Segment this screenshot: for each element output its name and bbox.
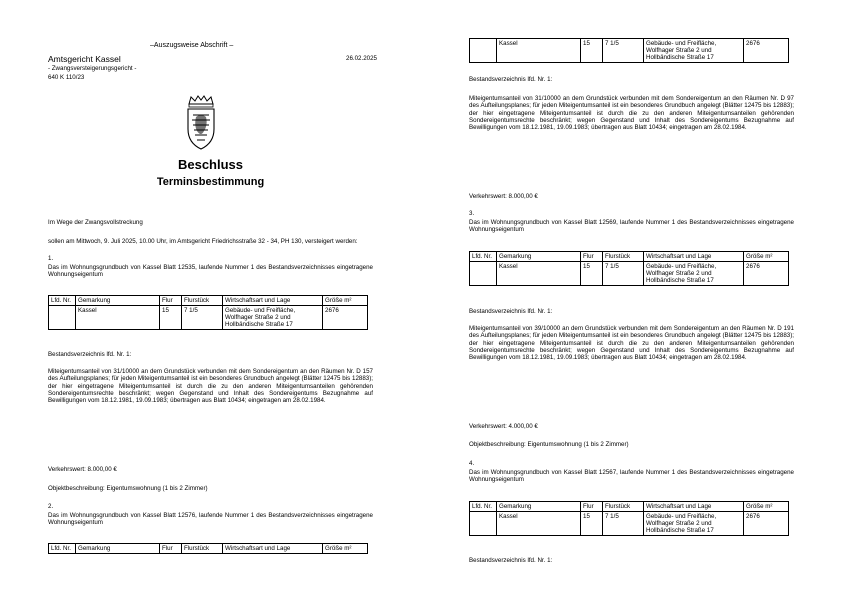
col-flurstueck: Flurstück: [182, 544, 223, 554]
cell-lfd-nr: [49, 306, 76, 330]
item-1-value: Verkehrswert: 8.000,00 €: [48, 466, 117, 473]
continued-bv-label: Bestandsverzeichnis lfd. Nr. 1:: [469, 76, 553, 83]
cell-flur: 15: [581, 262, 603, 286]
col-flur: Flur: [581, 252, 603, 262]
cell-flurstueck: 7 1/5: [603, 262, 644, 286]
col-flurstueck: Flurstück: [603, 252, 644, 262]
table-row: [49, 306, 368, 330]
item-3-number: 3.: [469, 210, 475, 217]
col-lfd-nr: Lfd. Nr.: [49, 296, 76, 306]
court-department: - Zwangsversteigerungsgericht -: [48, 65, 137, 72]
cell-wirtschaftsart: Gebäude- und Freifläche, Wolfhager Straße 2 und Hollbändische Straße 17: [644, 512, 744, 536]
col-gemarkung: Gemarkung: [497, 252, 581, 262]
intro-text: Im Wege der Zwangsvollstreckung: [48, 219, 143, 226]
col-groesse: Größe m²: [323, 296, 368, 306]
item-2-text: Das im Wohnungsgrundbuch von Kassel Blatt 12576, laufende Nummer 1 des Bestandsverzeichnisses eingetragene Wohnungseigentum: [48, 512, 373, 527]
item-1-bv-label: Bestandsverzeichnis lfd. Nr. 1:: [48, 351, 132, 358]
item-4-land-table: [469, 501, 789, 536]
continued-value: Verkehrswert: 8.000,00 €: [469, 193, 538, 200]
cell-gemarkung: Kassel: [497, 512, 581, 536]
cell-lfd-nr: [470, 512, 497, 536]
document-date: 26.02.2025: [346, 55, 377, 62]
cell-wirtschaftsart: Gebäude- und Freifläche, Wolfhager Straße 2 und Hollbändische Straße 17: [223, 306, 323, 330]
case-number: 640 K 110/23: [48, 74, 85, 81]
cell-gemarkung: Kassel: [76, 306, 160, 330]
cell-gemarkung: Kassel: [497, 39, 581, 63]
right-page: [421, 0, 842, 595]
hessen-coat-of-arms-icon: [185, 95, 217, 151]
item-3-bv-label: Bestandsverzeichnis lfd. Nr. 1:: [469, 308, 553, 315]
col-gemarkung: Gemarkung: [76, 296, 160, 306]
cell-flurstueck: 7 1/5: [603, 39, 644, 63]
cell-groesse: 2676: [744, 39, 789, 63]
cell-wirtschaftsart: Gebäude- und Freifläche, Wolfhager Straße 2 und Hollbändische Straße 17: [644, 39, 744, 63]
copy-mark: –Auszugsweise Abschrift –: [150, 42, 234, 49]
cell-groesse: 2676: [744, 262, 789, 286]
cell-flur: 15: [581, 512, 603, 536]
item-2-number: 2.: [48, 503, 54, 510]
col-flur: Flur: [160, 296, 182, 306]
table-row: [470, 512, 789, 536]
table-header-row: [49, 296, 368, 306]
item-1-text: Das im Wohnungsgrundbuch von Kassel Blatt 12535, laufende Nummer 1 des Bestandsverzeichnisses eingetragene Wohnungseigentum: [48, 264, 373, 279]
cell-gemarkung: Kassel: [497, 262, 581, 286]
cell-groesse: 2676: [744, 512, 789, 536]
table-header-row: [470, 502, 789, 512]
court-name: Amtsgericht Kassel: [48, 54, 121, 64]
item-2-land-table: [48, 543, 368, 554]
item-3-value: Verkehrswert: 4.000,00 €: [469, 423, 538, 430]
col-lfd-nr: Lfd. Nr.: [470, 502, 497, 512]
col-lfd-nr: Lfd. Nr.: [470, 252, 497, 262]
schedule-text: sollen am Mittwoch, 9. Juli 2025, 10.00 Uhr, im Amtsgericht Friedrichsstraße 32 - 34, PH 130, versteigert werden:: [48, 238, 358, 245]
col-lfd-nr: Lfd. Nr.: [49, 544, 76, 554]
col-flurstueck: Flurstück: [603, 502, 644, 512]
cell-wirtschaftsart: Gebäude- und Freifläche, Wolfhager Straße 2 und Hollbändische Straße 17: [644, 262, 744, 286]
cell-flurstueck: 7 1/5: [603, 512, 644, 536]
table-header-row: [470, 252, 789, 262]
cell-flurstueck: 7 1/5: [182, 306, 223, 330]
col-flur: Flur: [581, 502, 603, 512]
cell-lfd-nr: [470, 39, 497, 63]
col-wirtschaftsart: Wirtschaftsart und Lage: [644, 502, 744, 512]
col-groesse: Größe m²: [744, 502, 789, 512]
item-3-object: Objektbeschreibung: Eigentumswohnung (1 bis 2 Zimmer): [469, 441, 629, 448]
col-groesse: Größe m²: [744, 252, 789, 262]
col-gemarkung: Gemarkung: [76, 544, 160, 554]
document-title: Beschluss: [177, 157, 244, 172]
col-wirtschaftsart: Wirtschaftsart und Lage: [223, 296, 323, 306]
item-1-object: Objektbeschreibung: Eigentumswohnung (1 bis 2 Zimmer): [48, 485, 208, 492]
item-1-description: Miteigentumsanteil von 31/10000 an dem Grundstück verbunden mit dem Sondereigentum an den Räumen Nr. D 157 des Aufteilungsplanes; für jeden Miteigentumsanteil ist ein besonderes Grundbuch angelegt (Blätter 12475 bis 12883); der hier eingetragene Miteigentumsanteil ist durch die zu den anderen Miteigentumsanteilen gehörenden Sondereigentumsrechte beschränkt; wegen Gegenstand und Inhalt des Sondereigentums Bezugnahme auf Bewilligungen vom 18.12.1981, 19.09.1983; übertragen aus Blatt 10434; eingetragen am 28.02.1984.: [48, 368, 373, 405]
item-4-bv-label: Bestandsverzeichnis lfd. Nr. 1:: [469, 557, 553, 564]
item-3-text: Das im Wohnungsgrundbuch von Kassel Blatt 12569, laufende Nummer 1 des Bestandsverzeichnisses eingetragene Wohnungseigentum: [469, 219, 794, 234]
cell-flur: 15: [160, 306, 182, 330]
continued-land-table: [469, 38, 789, 63]
table-row: [470, 262, 789, 286]
cell-lfd-nr: [470, 262, 497, 286]
cell-groesse: 2676: [323, 306, 368, 330]
cell-flur: 15: [581, 39, 603, 63]
continued-description: Miteigentumsanteil von 31/10000 an dem Grundstück verbunden mit dem Sondereigentum an den Räumen Nr. D 97 des Aufteilungsplanes; für jeden Miteigentumsanteil ist ein besonderes Grundbuch angelegt (Blätter 12475 bis 12883); der hier eingetragene Miteigentumsanteil ist durch die zu den anderen Miteigentumsanteilen gehörenden Sondereigentumsrechte beschränkt; wegen Gegenstand und Inhalt des Sondereigentums Bezugnahme auf Bewilligungen vom 18.12.1981, 19.09.1983; übertragen aus Blatt 10434; eingetragen am 28.02.1984.: [469, 95, 794, 132]
col-wirtschaftsart: Wirtschaftsart und Lage: [644, 252, 744, 262]
item-1-land-table: [48, 295, 368, 330]
item-3-description: Miteigentumsanteil von 39/10000 an dem Grundstück verbunden mit dem Sondereigentum an den Räumen Nr. D 191 des Aufteilungsplanes; für jeden Miteigentumsanteil ist ein besonderes Grundbuch angelegt (Blätter 12475 bis 12883); der hier eingetragene Miteigentumsanteil ist durch die zu den anderen Miteigentumsanteilen gehörenden Sondereigentumsrechte beschränkt; wegen Gegenstand und Inhalt des Sondereigentums Bezugnahme auf Bewilligungen vom 18.12.1981, 19.09.1983; übertragen aus Blatt 10434; eingetragen am 28.02.1984.: [469, 325, 794, 362]
col-wirtschaftsart: Wirtschaftsart und Lage: [223, 544, 323, 554]
item-3-land-table: [469, 251, 789, 286]
item-1-number: 1.: [48, 255, 54, 262]
col-gemarkung: Gemarkung: [497, 502, 581, 512]
col-flurstueck: Flurstück: [182, 296, 223, 306]
table-header-row: [49, 544, 368, 554]
document-subtitle: Terminsbestimmung: [156, 176, 265, 188]
table-row: [470, 39, 789, 63]
item-4-text: Das im Wohnungsgrundbuch von Kassel Blatt 12567, laufende Nummer 1 des Bestandsverzeichnisses eingetragene Wohnungseigentum: [469, 469, 794, 484]
item-4-number: 4.: [469, 460, 475, 467]
col-flur: Flur: [160, 544, 182, 554]
col-groesse: Größe m²: [323, 544, 368, 554]
